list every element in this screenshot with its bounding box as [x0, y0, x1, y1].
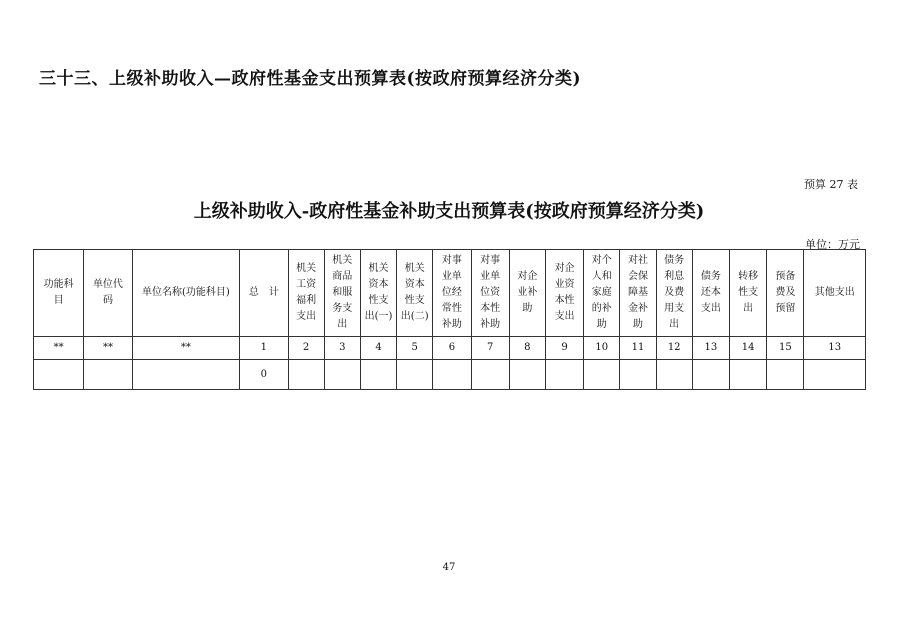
data-cell: [132, 360, 240, 390]
header-cell: 债务还本支出: [692, 250, 729, 337]
section-title: 三十三、上级补助收入—政府性基金支出预算表(按政府预算经济分类): [39, 69, 582, 89]
number-cell: 12: [656, 337, 692, 360]
header-cell: 对事业单位资本性补助: [471, 250, 509, 337]
data-cell: [471, 360, 509, 390]
header-cell: 机关资本性支出(二): [397, 250, 433, 337]
number-cell: 4: [360, 337, 396, 360]
number-cell: 5: [397, 337, 433, 360]
data-row: [34, 360, 866, 390]
number-cell: 10: [584, 337, 620, 360]
header-cell: 对社会保障基金补助: [620, 250, 656, 337]
header-cell: 转移性支出: [730, 250, 767, 337]
data-cell: 0: [240, 360, 288, 390]
table-number: 预算 27 表: [804, 178, 858, 191]
number-cell: 8: [509, 337, 545, 360]
header-cell: 预备费及预留: [767, 250, 804, 337]
header-cell: 单位名称(功能科目): [132, 250, 240, 337]
data-cell: [360, 360, 396, 390]
header-cell: 单位代码: [84, 250, 132, 337]
number-cell: 3: [324, 337, 360, 360]
number-cell: **: [84, 337, 132, 360]
number-cell: 2: [288, 337, 324, 360]
header-cell: 对企业补助: [509, 250, 545, 337]
number-cell: **: [132, 337, 240, 360]
data-cell: [545, 360, 583, 390]
data-cell: [84, 360, 132, 390]
data-cell: [397, 360, 433, 390]
data-cell: [324, 360, 360, 390]
header-cell: 对事业单位经常性补助: [433, 250, 471, 337]
number-cell: 6: [433, 337, 471, 360]
number-cell: 14: [730, 337, 767, 360]
data-cell: [656, 360, 692, 390]
column-number-row: [34, 337, 866, 360]
data-cell: [433, 360, 471, 390]
data-cell: [34, 360, 84, 390]
data-cell: [804, 360, 866, 390]
data-cell: [620, 360, 656, 390]
number-cell: 9: [545, 337, 583, 360]
data-cell: [730, 360, 767, 390]
page-number: 47: [442, 562, 456, 573]
budget-table: [33, 249, 866, 390]
data-cell: [767, 360, 804, 390]
number-cell: 13: [804, 337, 866, 360]
number-cell: 15: [767, 337, 804, 360]
number-cell: 7: [471, 337, 509, 360]
header-cell: 其他支出: [804, 250, 866, 337]
header-row: [34, 250, 866, 337]
unit-label: 单位：万元: [805, 238, 860, 251]
header-cell: 功能科目: [34, 250, 84, 337]
header-cell: 对个人和家庭的补助: [584, 250, 620, 337]
number-cell: **: [34, 337, 84, 360]
data-cell: [584, 360, 620, 390]
data-cell: [288, 360, 324, 390]
header-cell: 总 计: [240, 250, 288, 337]
header-cell: 机关资本性支出(一): [360, 250, 396, 337]
header-cell: 机关工资福利支出: [288, 250, 324, 337]
number-cell: 13: [692, 337, 729, 360]
data-cell: [692, 360, 729, 390]
table-title: 上级补助收入-政府性基金补助支出预算表(按政府预算经济分类): [193, 201, 705, 222]
header-cell: 机关商品和服务支出: [324, 250, 360, 337]
number-cell: 1: [240, 337, 288, 360]
header-cell: 债务利息及费用支出: [656, 250, 692, 337]
header-cell: 对企业资本性支出: [545, 250, 583, 337]
number-cell: 11: [620, 337, 656, 360]
data-cell: [509, 360, 545, 390]
